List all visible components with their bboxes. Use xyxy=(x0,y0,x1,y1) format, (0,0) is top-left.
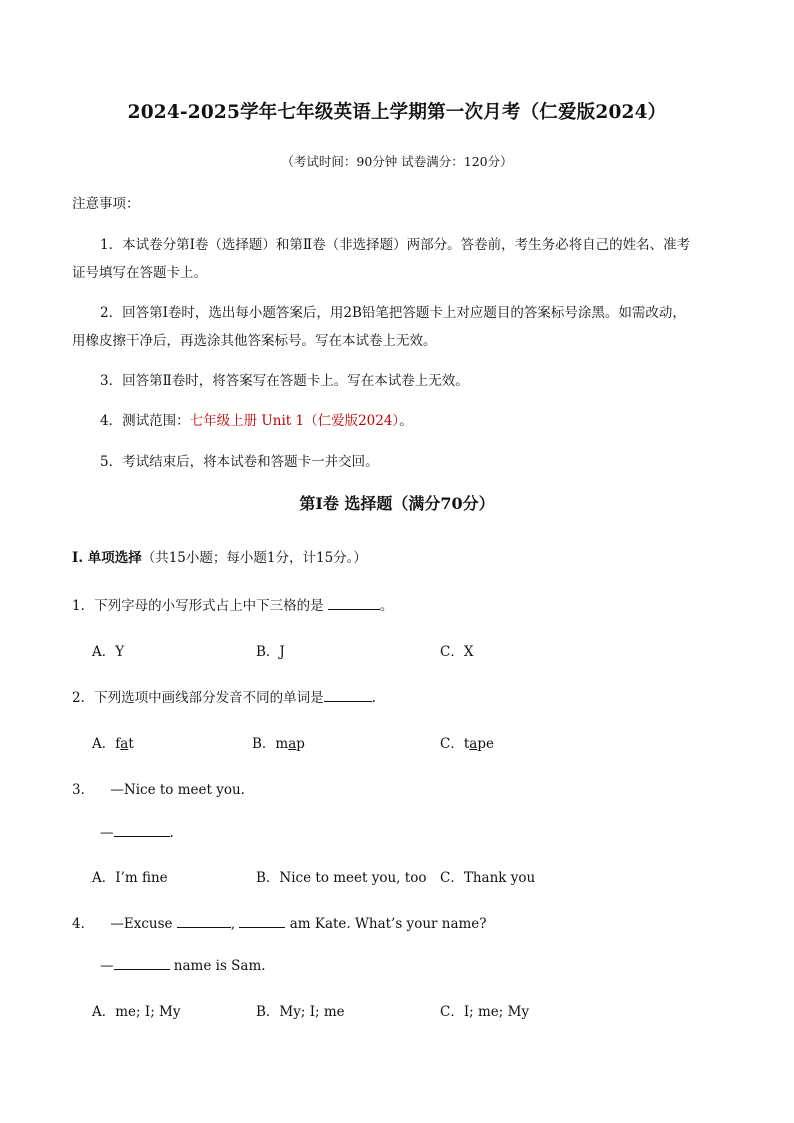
question-4-number: 4． xyxy=(72,916,95,932)
part1-heading-rest: （共15小题；每小题1分，计15分。） xyxy=(141,550,367,566)
question-2-text: 2．下列选项中画线部分发音不同的单词是 xyxy=(72,690,324,706)
question-2-end: . xyxy=(371,690,376,706)
answer-blank xyxy=(239,915,285,928)
part1-heading xyxy=(72,546,367,566)
underlined-letter: a xyxy=(288,736,297,752)
notice-2-line2: 用橡皮擦干净后，再选涂其他答案标号。写在本试卷上无效。 xyxy=(72,333,437,349)
option-label: B． xyxy=(252,736,276,752)
option-3c: C．Thank you xyxy=(440,870,536,886)
option-2a xyxy=(92,732,134,752)
option-label: A． xyxy=(92,736,116,752)
question-4-stem xyxy=(72,912,487,932)
option-3a: A．I’m fine xyxy=(92,870,168,886)
line-end: . xyxy=(169,825,174,841)
section-title: 第Ⅰ卷 选择题（满分70分） xyxy=(299,494,495,513)
option-4c: C．I; me; My xyxy=(440,1004,530,1020)
option-1c: C．X xyxy=(440,644,474,660)
question-4-text: am Kate. What’s your name? xyxy=(289,916,487,932)
question-4-text: —Excuse xyxy=(110,916,173,932)
question-2-stem xyxy=(72,686,376,706)
notice-2-line1: 2．回答第Ⅰ卷时，选出每小题答案后，用2B铅笔把答题卡上对应题目的答案标号涂黑。如需改动， xyxy=(100,305,686,321)
comma: , xyxy=(230,916,236,932)
exam-info: （考试时间：90分钟 试卷满分：120分） xyxy=(281,154,513,169)
answer-blank xyxy=(324,689,372,702)
test-scope: 七年级上册 Unit 1（仁爱版2024） xyxy=(189,413,400,429)
option-4b: B．My; I; me xyxy=(256,1004,345,1020)
word-part: pe xyxy=(477,736,494,752)
notice-1-line2: 证号填写在答题卡上。 xyxy=(72,265,207,281)
option-1b: B．J xyxy=(256,644,285,660)
underlined-letter: a xyxy=(469,736,478,752)
question-3-line1: —Nice to meet you. xyxy=(110,782,245,798)
option-2c xyxy=(440,732,494,752)
question-1-end: 。 xyxy=(379,598,394,614)
option-label: C． xyxy=(440,736,464,752)
notice-5: 5．考试结束后，将本试卷和答题卡一并交回。 xyxy=(100,454,379,470)
word-part: m xyxy=(275,736,289,752)
page-title: 2024-2025学年七年级英语上学期第一次月考（仁爱版2024） xyxy=(127,102,667,123)
dash: — xyxy=(100,825,114,841)
notice-4 xyxy=(100,409,413,429)
underlined-letter: a xyxy=(120,736,129,752)
notice-4-prefix: 4．测试范围： xyxy=(100,413,190,429)
notice-3: 3．回答第Ⅱ卷时，将答案写在答题卡上。写在本试卷上无效。 xyxy=(100,373,469,389)
option-3b: B．Nice to meet you, too xyxy=(256,870,427,886)
question-3-stem xyxy=(72,778,245,798)
answer-blank xyxy=(328,597,380,610)
word-part: t xyxy=(128,736,134,752)
word-part: f xyxy=(115,736,121,752)
question-1-text: 1．下列字母的小写形式占上中下三格的是 xyxy=(72,598,324,614)
word-part: t xyxy=(463,736,470,752)
option-2b xyxy=(252,732,305,752)
answer-blank xyxy=(177,915,231,928)
part1-heading-bold: I. 单项选择 xyxy=(72,550,142,566)
question-3-response xyxy=(100,824,174,841)
notice-heading: 注意事项： xyxy=(72,196,140,212)
dash: — xyxy=(100,958,114,974)
notice-4-suffix: 。 xyxy=(399,413,413,429)
option-1a: A．Y xyxy=(92,644,125,660)
answer-blank xyxy=(114,957,170,970)
question-4-response xyxy=(100,957,266,974)
question-3-number: 3． xyxy=(72,782,95,798)
notice-1-line1: 1．本试卷分第Ⅰ卷（选择题）和第Ⅱ卷（非选择题）两部分。答卷前，考生务必将自己的姓名、准考 xyxy=(100,237,691,253)
question-4-response-text: name is Sam. xyxy=(173,958,266,974)
answer-blank xyxy=(114,824,170,837)
option-4a: A．me; I; My xyxy=(92,1004,181,1020)
question-1-stem xyxy=(72,594,393,614)
word-part: p xyxy=(296,736,305,752)
